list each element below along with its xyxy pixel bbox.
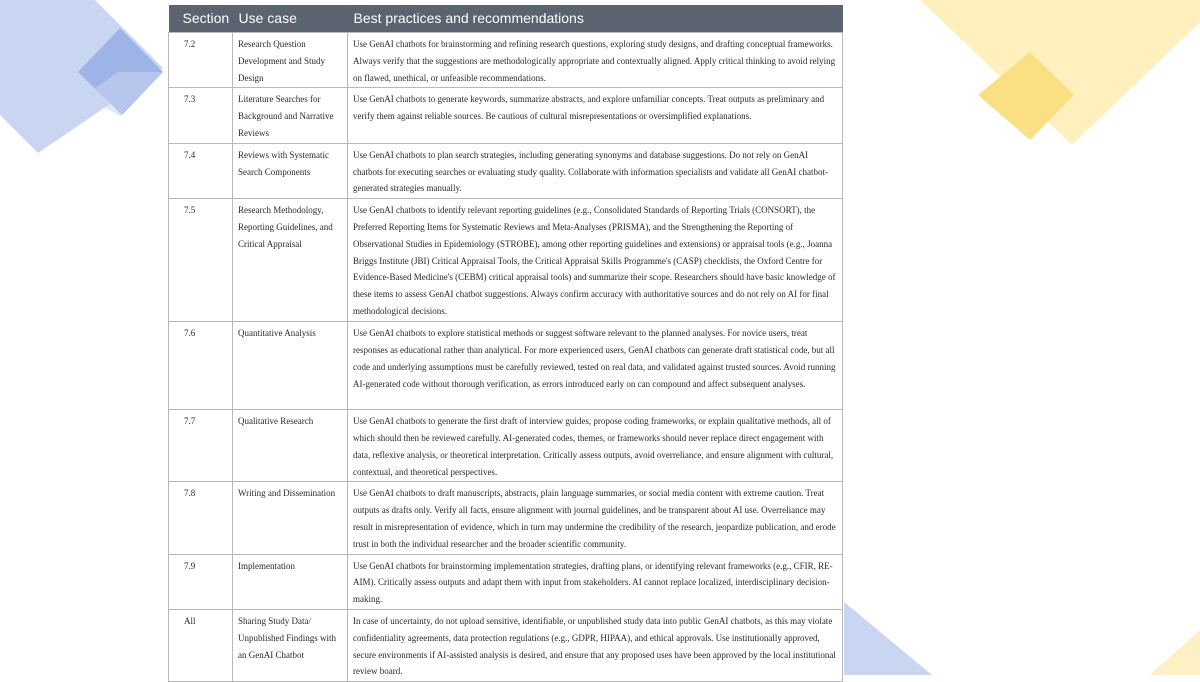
table-row <box>169 482 843 554</box>
table-row <box>169 322 843 410</box>
table-row <box>169 410 843 482</box>
section-cell: 7.2 <box>169 33 233 88</box>
recommendation-cell: Use GenAI chatbots to identify relevant reporting guidelines (e.g., Consolidated Standards of Reporting Trials (CONSORT), the Preferred Reporting Items for Systematic Reviews and Meta-Analyses (PRISMA), and the Strengthening the Reporting of Observational Studies in Epidemiology (STROBE), among other reporting guidelines and extensions) or appraisal tools (e.g., Joanna Briggs Institute (JBI) Critical Appraisal Tools, the Critical Appraisal Skills Programme's (CASP) checklists, the Oxford Centre for Evidence-Based Medicine's (CEBM) critical appraisal tools) and summarize their scope. Researchers should have basic knowledge of these items to assess GenAI chatbot suggestions. Always confirm accuracy with authoritative sources and do not rely on AI for final methodological decisions. <box>348 199 843 322</box>
section-cell: 7.3 <box>169 88 233 143</box>
recommendations-table <box>168 5 843 682</box>
use-case-cell: Writing and Dissemination <box>233 482 348 554</box>
use-case-cell: Implementation <box>233 554 348 609</box>
section-cell: 7.7 <box>169 410 233 482</box>
section-cell: 7.5 <box>169 199 233 322</box>
recommendation-cell: Use GenAI chatbots to explore statistical methods or suggest software relevant to the planned analyses. For novice users, treat responses as educational rather than analytical. For more experienced users, GenAI chatbots can generate draft statistical code, but all code and underlying assumptions must be carefully reviewed, tested on real data, and validated against trusted sources. Avoid running AI-generated code without thorough verification, as errors introduced early on can compound and affect subsequent analyses. <box>348 322 843 410</box>
recommendation-cell: Use GenAI chatbots for brainstorming and refining research questions, exploring study designs, and drafting conceptual frameworks. Always verify that the suggestions are methodologically appropriate and contextually aligned. Apply critical thinking to avoid relying on flawed, unethical, or unfeasible recommendations. <box>348 33 843 88</box>
recommendations-table-container <box>168 5 842 677</box>
use-case-cell: Qualitative Research <box>233 410 348 482</box>
table-row <box>169 33 843 88</box>
decor-yellow-diamonds <box>920 0 1200 160</box>
use-case-cell: Sharing Study Data/ Unpublished Findings with an GenAI Chatbot <box>233 609 348 681</box>
recommendation-cell: Use GenAI chatbots to generate keywords, summarize abstracts, and explore unfamiliar concepts. Treat outputs as preliminary and verify them against reliable sources. Be cautious of cultural misrepresentations or oversimplified explanations. <box>348 88 843 143</box>
recommendation-cell: Use GenAI chatbots to draft manuscripts, abstracts, plain language summaries, or social media content with extreme caution. Treat outputs as drafts only. Verify all facts, ensure alignment with journal guidelines, and be transparent about AI use. Overreliance may result in misrepresentation of evidence, which in turn may undermine the credibility of the research, jeopardize publication, and erode trust in both the individual researcher and the broader scientific community. <box>348 482 843 554</box>
use-case-cell: Reviews with Systematic Search Components <box>233 143 348 198</box>
section-cell: All <box>169 609 233 681</box>
recommendation-cell: Use GenAI chatbots to generate the first draft of interview guides, propose coding frameworks, or explain qualitative methods, all of which should then be reviewed carefully. AI-generated codes, themes, or frameworks should never replace direct engagement with data, reflexive analysis, or theoretical interpretation. Critically assess outputs, avoid overreliance, and ensure alignment with cultural, contextual, and theoretical perspectives. <box>348 410 843 482</box>
table-row <box>169 554 843 609</box>
table-row <box>169 199 843 322</box>
recommendation-cell: In case of uncertainty, do not upload sensitive, identifiable, or unpublished study data into public GenAI chatbots, as this may violate confidentiality agreements, data protection regulations (e.g., GDPR, HIPAA), and ethical approvals. Use institutionally approved, secure environments if AI-assisted analysis is desired, and ensure that any proposed uses have been approved by the local institutional review board. <box>348 609 843 681</box>
use-case-cell: Literature Searches for Background and Narrative Reviews <box>233 88 348 143</box>
decor-yellow-triangle-bottom <box>1130 630 1200 675</box>
table-row <box>169 88 843 143</box>
use-case-cell: Research Methodology, Reporting Guidelines, and Critical Appraisal <box>233 199 348 322</box>
table-row <box>169 143 843 198</box>
header-section: Section <box>169 5 233 33</box>
section-cell: 7.9 <box>169 554 233 609</box>
header-best-practices: Best practices and recommendations <box>348 5 843 33</box>
section-cell: 7.4 <box>169 143 233 198</box>
section-cell: 7.6 <box>169 322 233 410</box>
use-case-cell: Research Question Development and Study Design <box>233 33 348 88</box>
use-case-cell: Quantitative Analysis <box>233 322 348 410</box>
decor-blue-triangle-bottom <box>842 600 942 675</box>
table-row <box>169 609 843 681</box>
recommendation-cell: Use GenAI chatbots for brainstorming implementation strategies, drafting plans, or identifying relevant frameworks (e.g., CFIR, RE-AIM). Critically assess outputs and adapt them with input from stakeholders. AI cannot replace localized, interdisciplinary decision-making. <box>348 554 843 609</box>
recommendation-cell: Use GenAI chatbots to plan search strategies, including generating synonyms and database suggestions. Do not rely on GenAI chatbots for executing searches or evaluating study quality. Collaborate with information specialists and validate all GenAI chatbot-generated strategies manually. <box>348 143 843 198</box>
table-header <box>169 5 843 33</box>
section-cell: 7.8 <box>169 482 233 554</box>
header-use-case: Use case <box>233 5 348 33</box>
